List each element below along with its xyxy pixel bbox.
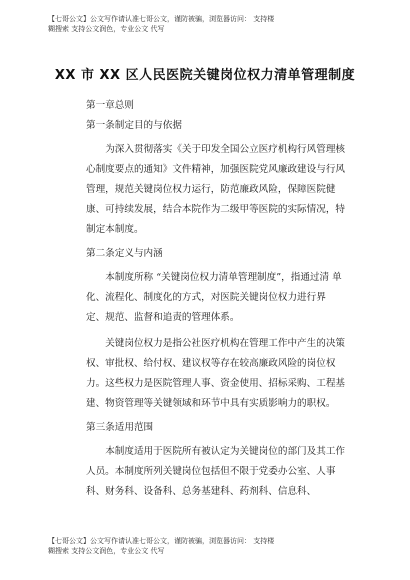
article-3-heading: 第三条适用范围 xyxy=(86,422,154,433)
article-2-paragraph-1: 本制度所称 “关键岗位权力清单管理制度”，指通过清 单化、流程化、制度化的方式，对医院关键岗位权力进行界 定、规范、监督和追责的管理体系。 xyxy=(86,272,342,323)
header-watermark-note xyxy=(48,14,378,34)
article-2-paragraph-2: 关键岗位权力是指公社医疗机构在管理工作中产生的决策权、审批权、给付权、建议权等存在较高廉政风险的岗位权力。这些权力是医院管理人事、资金使用、招标采购、工程基建、物资管理等关键领域和环节中具有实质影响力的职权。 xyxy=(86,338,346,409)
footer-note-line-1: 【七哥公文】公文写作请认准七哥公文，谨防被骗，浏览器访问： 支持楼 xyxy=(48,537,275,545)
article-1-heading: 第一条制定目的与依据 xyxy=(86,120,182,131)
footer-note-line-2: 糊搜索 支持公文润色，专业公文 代写 xyxy=(48,547,165,555)
document-title: XX 市 XX 区人民医院关键岗位权力清单管理制度 xyxy=(54,68,356,83)
chapter-heading: 第一章总则 xyxy=(86,100,134,111)
header-note-line-2: 糊搜索 支持公文润色，专业公文 代写 xyxy=(48,25,165,33)
footer-watermark-note xyxy=(48,536,378,556)
article-3-paragraph: 本制度适用于医院所有被认定为关键岗位的部门及其工作人员。本制度所列关键岗位包括但不限于党委办公室、人事科、财务科、设备科、总务基建科、药剂科、信息科、 xyxy=(86,446,346,497)
article-2-heading: 第二条定义与内涵 xyxy=(86,248,163,259)
document-body xyxy=(86,96,348,502)
article-1-paragraph: 为深入贯彻落实《关于印发全国公立医疗机构行风管理核心制度要点的通知》文件精神，加强医院党风廉政建设与行风管理，规范关键岗位权力运行，防范廉政风险，保障医院健康、可持续发展，结合本院作为二级甲等医院的实际情况，特制定本制度。 xyxy=(86,144,346,235)
header-note-line-1: 【七哥公文】公文写作请认准七哥公文，谨防被骗，浏览器访问： 支持楼 xyxy=(48,15,275,23)
